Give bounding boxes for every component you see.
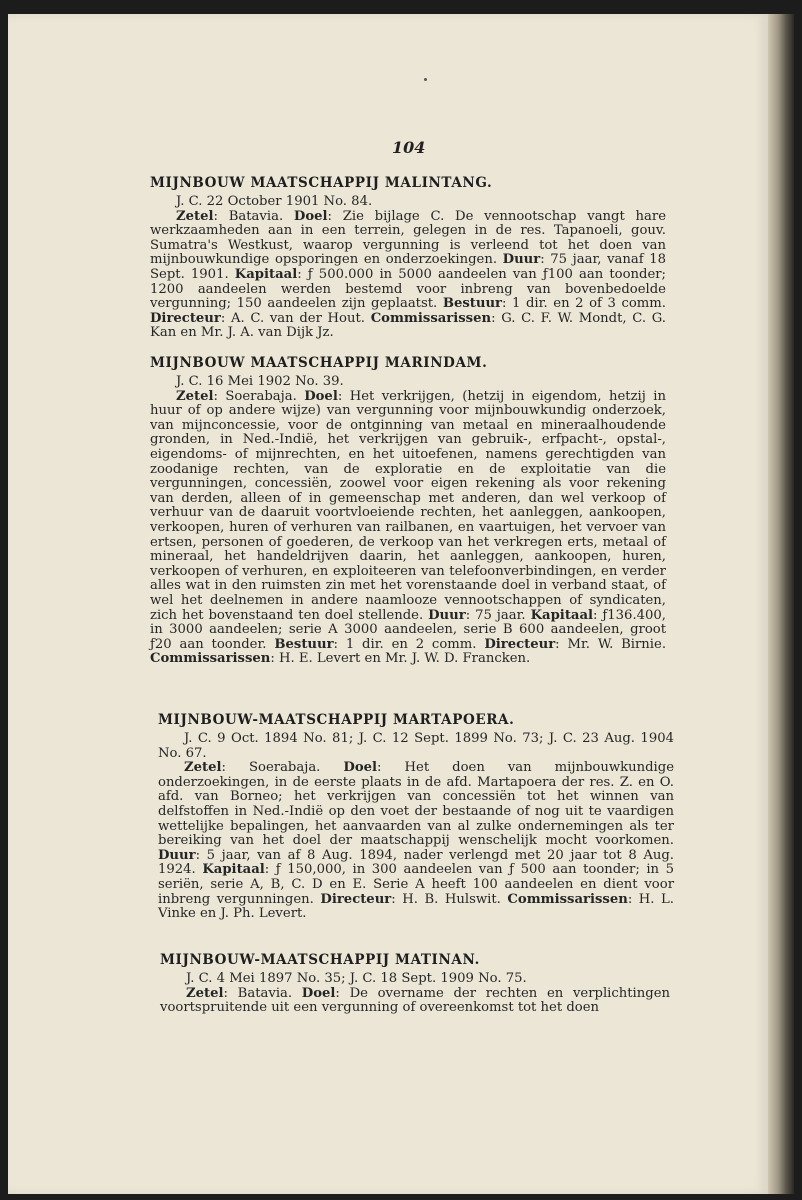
entry-matinan (160, 952, 670, 1016)
entry-title: MIJNBOUW-MAATSCHAPPIJ MARTAPOERA. (158, 712, 515, 728)
entry-reference: J. C. 22 October 1901 No. 84. (176, 194, 373, 209)
entry-reference: J. C. 4 Mei 1897 No. 35; J. C. 18 Sept. 1909 No. 75. (186, 971, 527, 986)
print-speck (424, 78, 427, 81)
entry-malintang (150, 175, 666, 341)
book-spine (768, 14, 794, 1194)
entry-body: Zetel: Batavia. Doel: Zie bijlage C. De vennootschap vangt hare werkzaamheden aan in een terrein, gelegen in de res. Tapanoeli, gouv. Sumatra's Westkust, waarop vergunning is verleend tot het doen van mijnbouwkundige opsporingen en onderzoekingen. Duur: 75 jaar, vanaf 18 Sept. 1901. Kapitaal: ƒ 500.000 in 5000 aandeelen van ƒ100 aan toonder; 1200 aandeelen werden bestemd voor inbreng van bovenbedoelde vergunning; 150 aandeelen zijn geplaatst. Bestuur: 1 dir. en 2 of 3 comm. Directeur: A. C. van der Hout. Commissarissen: G. C. F. W. Mondt, C. G. Kan en Mr. J. A. van Dijk Jz. (150, 208, 667, 341)
entry-title: MIJNBOUW MAATSCHAPPIJ MALINTANG. (150, 175, 493, 191)
entry-body: Zetel: Soerabaja. Doel: Het verkrijgen, (hetzij in eigendom, hetzij in huur of op andere wijze) van vergunning voor mijnbouwkundig onderzoek, van mijnconcessie, voor de ontginning van metaal en mineraalhoudende gronden, in Ned.-Indië, het verkrijgen van gebruik-, erfpacht-, opstal-, eigendoms- of mijnrechten, en het uitoefenen, namens gerechtigden van zoodanige rechten, van de exploratie en de exploitatie van die vergunningen, concessiën, zoowel voor eigen rekening als voor rekening van derden, alleen of in gemeenschap met anderen, dan wel verkoop of verhuur van de daaruit voortvloeiende rechten, het aanleggen, aankoopen, verkoopen, huren of verhuren van railbanen, en vaartuigen, het vervoer van ertsen, personen of goederen, de verkoop van het verkregen erts, metaal of mineraal, het handeldrijven daarin, het aanleggen, aankoopen, huren, verkoopen of verhuren, en exploiteeren van telefoonverbindingen, en verder alles wat in den ruimsten zin met het vorenstaande doel in verband staat, of wel het deelnemen in andere naamlooze vennootschappen of syndicaten, zich het bovenstaand ten doel stellende. Duur: 75 jaar. Kapitaal: ƒ136.400, in 3000 aandeelen; serie A 3000 aandeelen, serie B 600 aandeelen, groot ƒ20 aan toonder. Bestuur: 1 dir. en 2 comm. Directeur: Mr. W. Birnie. Commissarissen: H. E. Levert en Mr. J. W. D. Francken. (150, 388, 667, 667)
entry-reference: J. C. 9 Oct. 1894 No. 81; J. C. 12 Sept. 1899 No. 73; J. C. 23 Aug. 1904 No. 67. (158, 731, 674, 761)
page-number: 104 (392, 138, 426, 157)
entry-title: MIJNBOUW-MAATSCHAPPIJ MATINAN. (160, 952, 480, 968)
entry-reference: J. C. 16 Mei 1902 No. 39. (176, 374, 344, 389)
entry-body: Zetel: Soerabaja. Doel: Het doen van mijnbouwkundige onderzoekingen, in de eerste plaats in de afd. Martapoera der res. Z. en O. afd. van Borneo; het verkrijgen van concessiën tot het winnen van delfstoffen in Ned.-Indië op den voet der bestaande of nog uit te vaardigen wettelijke bepalingen, het aanvaarden van al zulke ondernemingen als ter bereiking van het doel der maatschappij wenschelijk mocht voorkomen. Duur: 5 jaar, van af 8 Aug. 1894, nader verlengd met 20 jaar tot 8 Aug. 1924. Kapitaal: ƒ 150,000, in 300 aandeelen van ƒ 500 aan toonder; in 5 seriën, serie A, B, C. D en E. Serie A heeft 100 aandeelen en dient voor inbreng vergunningen. Directeur: H. B. Hulswit. Commissarissen: H. L. Vinke en J. Ph. Levert. (158, 760, 674, 922)
entry-martapoera (158, 712, 674, 922)
entry-body: Zetel: Batavia. Doel: De overname der rechten en verplichtingen voortspruitende uit een vergunning of overeenkomst tot het doen (160, 985, 671, 1016)
entry-title: MIJNBOUW MAATSCHAPPIJ MARINDAM. (150, 355, 488, 371)
entry-marindam (150, 355, 666, 667)
